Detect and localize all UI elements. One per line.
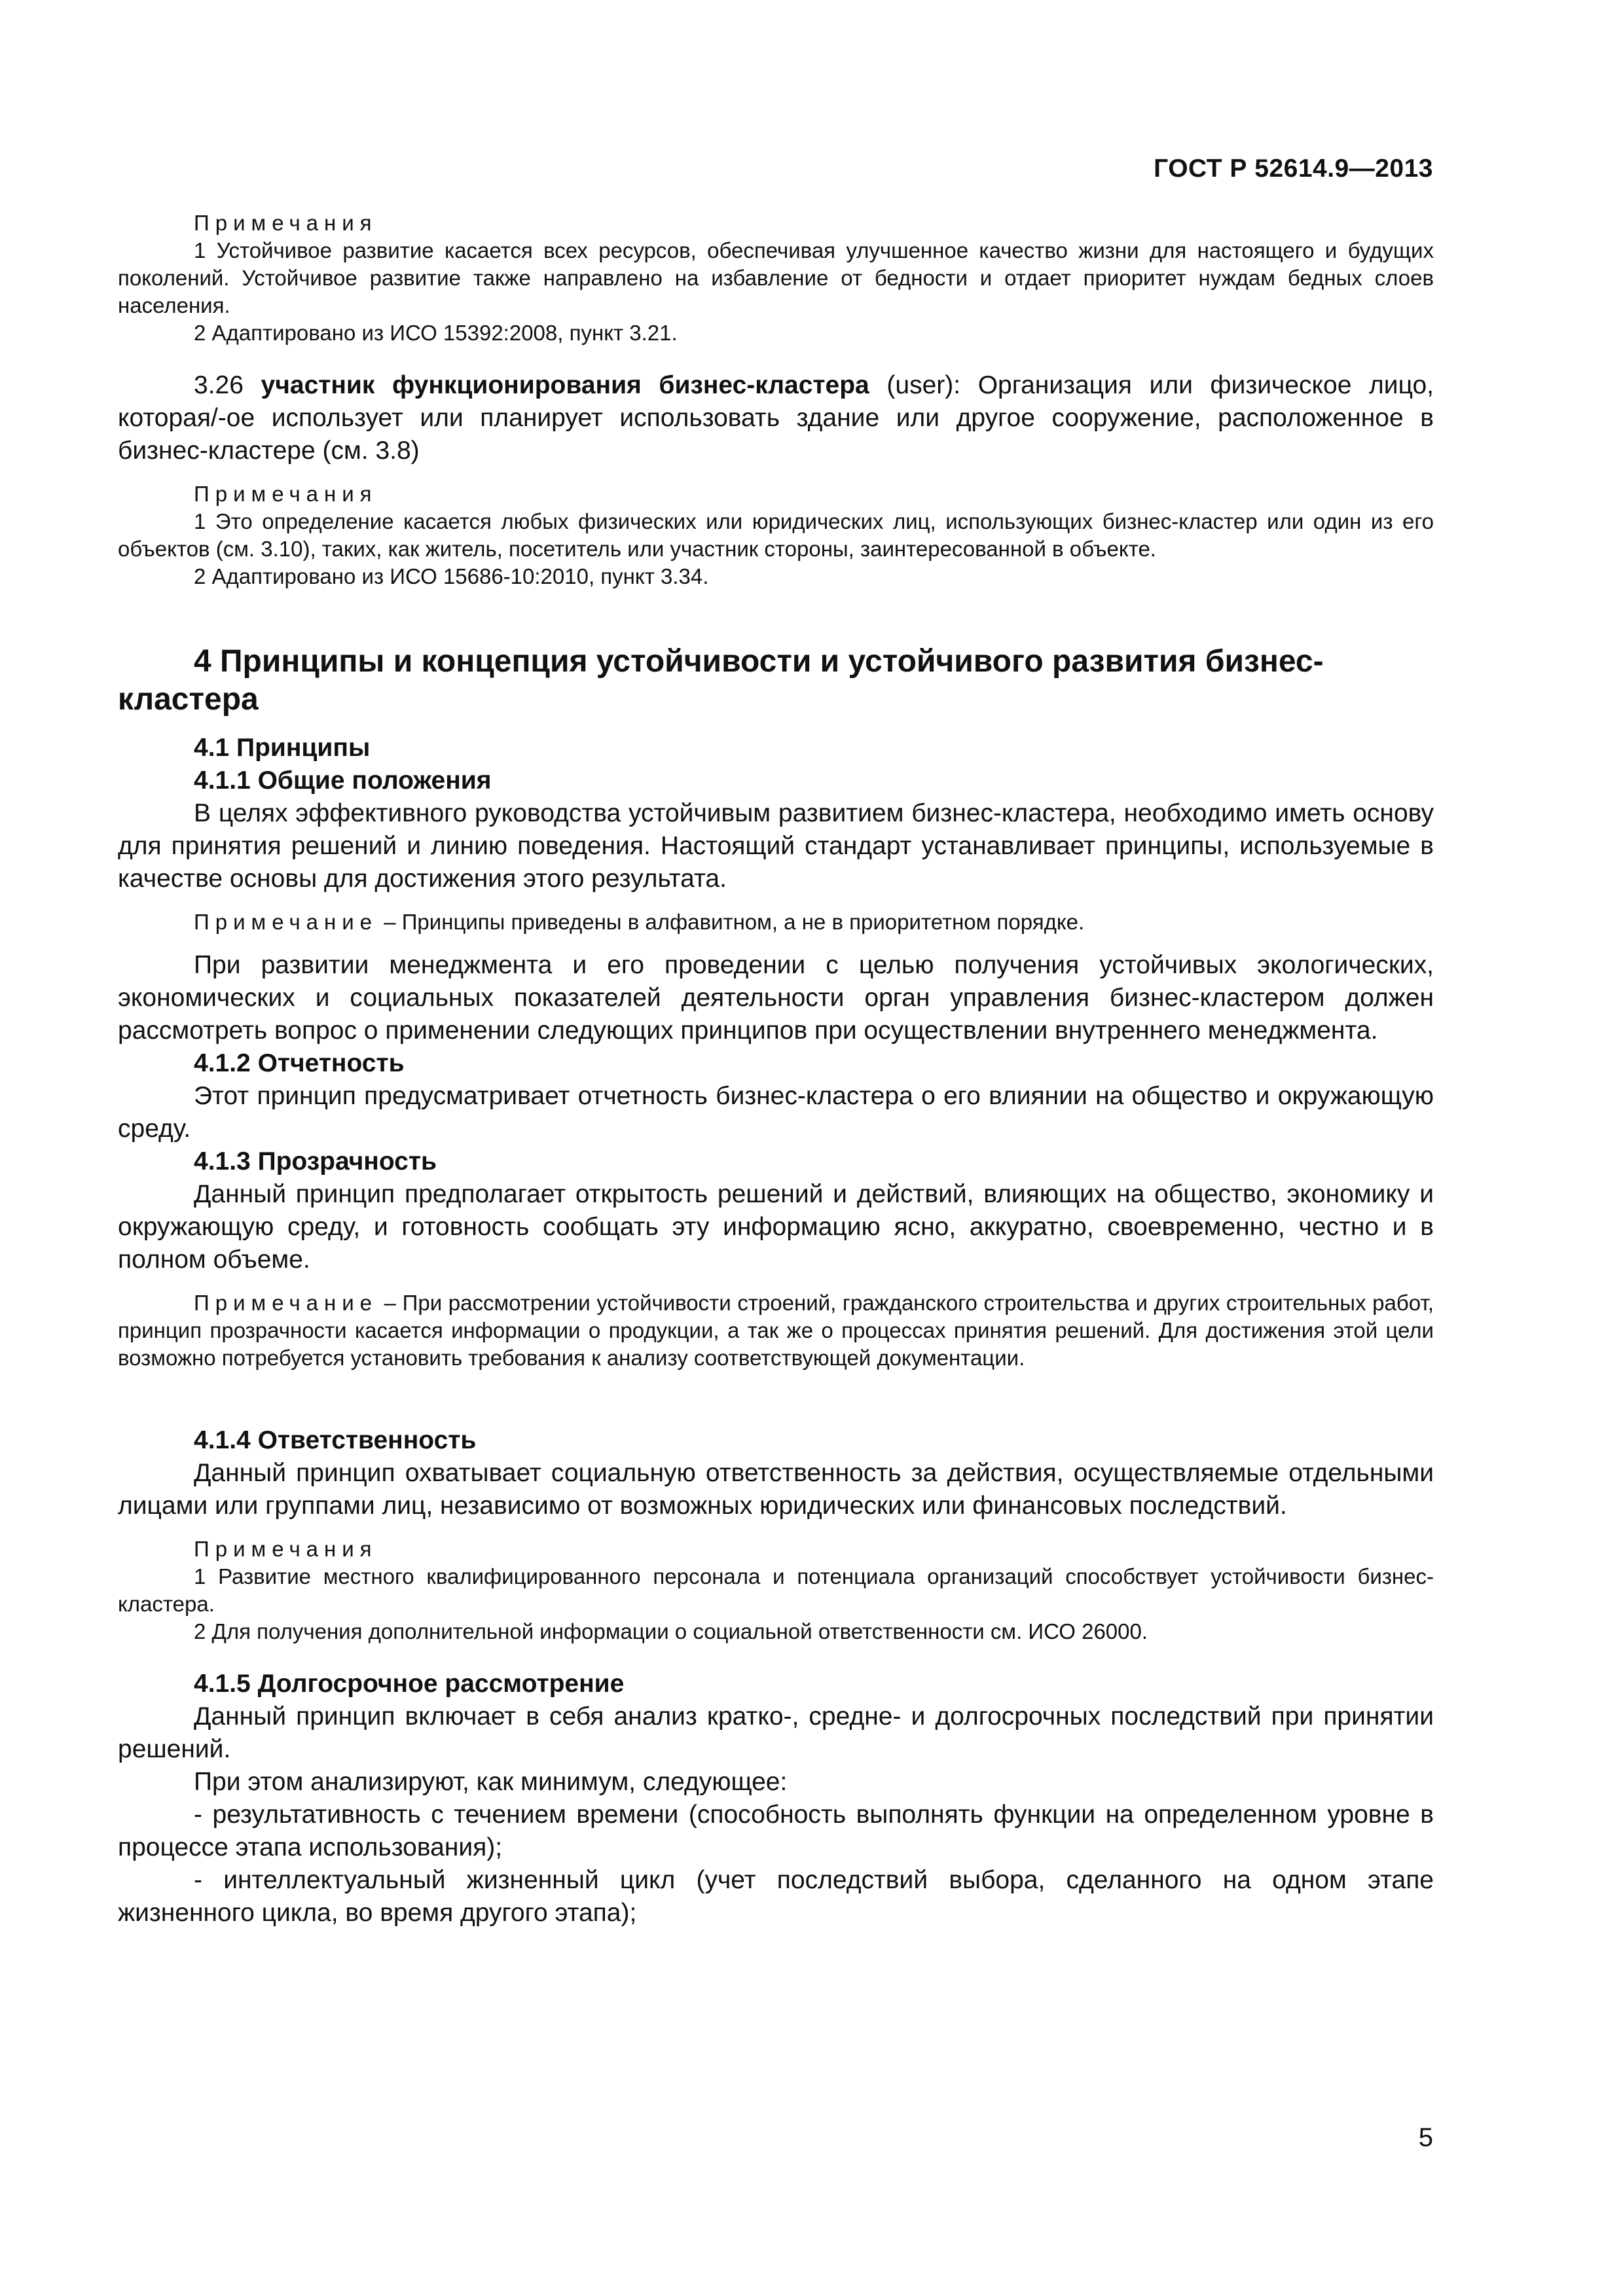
list-item: - интеллектуальный жизненный цикл (учет последствий выбора, сделанного на одном этапе жизненного цикла, во время другого этапа); (118, 1866, 1434, 1927)
term-definition-text: (user): Организация или физическое лицо, которая/-ое использует или планирует использовать здание или другое сооружение, расположенное в бизнес-кластере (см. 3.8) (118, 371, 1434, 465)
paragraph: При развитии менеджмента и его проведении с целью получения устойчивых экологических, экономических и социальных показателей деятельности орган управления бизнес-кластером должен рассмотреть вопрос о применении следующих принципов при осуществлении внутреннего менеджмента. (118, 951, 1434, 1045)
subsection-4-1-4-heading: 4.1.4 Ответственность (194, 1426, 477, 1454)
spacer (118, 895, 1434, 908)
page-number: 5 (1418, 2123, 1433, 2152)
note-label: Примечание (194, 910, 378, 934)
note-item: 1 Устойчивое развитие касается всех ресурсов, обеспечивая улучшенное качество жизни для настоящего и будущих поколений. Устойчивое развитие также направлено на избавление от бедности и отдает приоритет нуждам бедных слоев населения. (118, 238, 1434, 317)
paragraph: При этом анализируют, как минимум, следующее: (194, 1768, 788, 1796)
subsection-4-1-5-heading: 4.1.5 Долгосрочное рассмотрение (194, 1670, 625, 1698)
notes-title: Примечания (194, 1537, 378, 1561)
subsection-4-1-1-heading: 4.1.1 Общие положения (194, 766, 492, 795)
note-item: 2 Для получения дополнительной информации о социальной ответственности см. ИСО 26000. (194, 1619, 1148, 1643)
note-text: – Принципы приведены в алфавитном, а не в приоритетном порядке. (384, 910, 1085, 934)
paragraph: Этот принцип предусматривает отчетность бизнес-кластера о его влиянии на общество и окружающую среду. (118, 1082, 1434, 1143)
spacer (118, 590, 1434, 643)
subsection-4-1-2-heading: 4.1.2 Отчетность (194, 1049, 405, 1077)
spacer (118, 719, 1434, 732)
note-text: – При рассмотрении устойчивости строений, гражданского строительства и других строительных работ, принцип прозрачности касается информации о продукции, а так же о процессах принятия решений. Для достижения этой цели возможно потребуется установить требования к анализу соответствующей документации. (118, 1291, 1434, 1370)
spacer (118, 936, 1434, 949)
subsection-4-1-3-heading: 4.1.3 Прозрачность (194, 1147, 437, 1175)
subsection-4-1-heading: 4.1 Принципы (194, 734, 371, 762)
note-item: 2 Адаптировано из ИСО 15392:2008, пункт 3.21. (194, 321, 678, 345)
spacer (118, 347, 1434, 369)
inline-note (118, 908, 1434, 936)
note-item: 1 Это определение касается любых физических или юридических лиц, использующих бизнес-кластер или один из его объектов (см. 3.10), таких, как житель, посетитель или участник стороны, заинтересованной в объекте. (118, 509, 1434, 561)
spacer (118, 1372, 1434, 1424)
spacer (118, 1276, 1434, 1289)
spacer (118, 1522, 1434, 1535)
note-item: 2 Адаптировано из ИСО 15686-10:2010, пункт 3.34. (194, 564, 709, 588)
spacer (118, 467, 1434, 480)
document-code-header: ГОСТ Р 52614.9—2013 (1154, 154, 1433, 183)
note-label: Примечание (194, 1291, 378, 1315)
term-name: участник функционирования бизнес-кластера (261, 371, 869, 399)
spacer (118, 1645, 1434, 1668)
paragraph: Данный принцип предполагает открытость решений и действий, влияющих на общество, экономику и окружающую среду, и готовность сообщать эту информацию ясно, аккуратно, своевременно, честно и в полном объеме. (118, 1180, 1434, 1274)
term-definition-3-26 (118, 369, 1434, 467)
note-item: 1 Развитие местного квалифицированного персонала и потенциала организаций способствует устойчивости бизнес-кластера. (118, 1564, 1434, 1616)
section-4-heading: 4 Принципы и концепция устойчивости и устойчивого развития бизнес-кластера (118, 644, 1324, 717)
paragraph: В целях эффективного руководства устойчивым развитием бизнес-кластера, необходимо иметь основу для принятия решений и линию поведения. Настоящий стандарт устанавливает принципы, используемые в качестве основы для достижения этого результата. (118, 799, 1434, 893)
notes-title: Примечания (194, 482, 378, 506)
page-content (118, 209, 1434, 1929)
notes-title: Примечания (194, 211, 378, 235)
term-number: 3.26 (194, 371, 244, 399)
inline-note (118, 1289, 1434, 1372)
paragraph: Данный принцип охватывает социальную ответственность за действия, осуществляемые отдельными лицами или группами лиц, независимо от возможных юридических или финансовых последствий. (118, 1459, 1434, 1520)
paragraph: Данный принцип включает в себя анализ кратко-, средне- и долгосрочных последствий при принятии решений. (118, 1702, 1434, 1763)
list-item: - результативность с течением времени (способность выполнять функции на определенном уровне в процессе этапа использования); (118, 1801, 1434, 1861)
